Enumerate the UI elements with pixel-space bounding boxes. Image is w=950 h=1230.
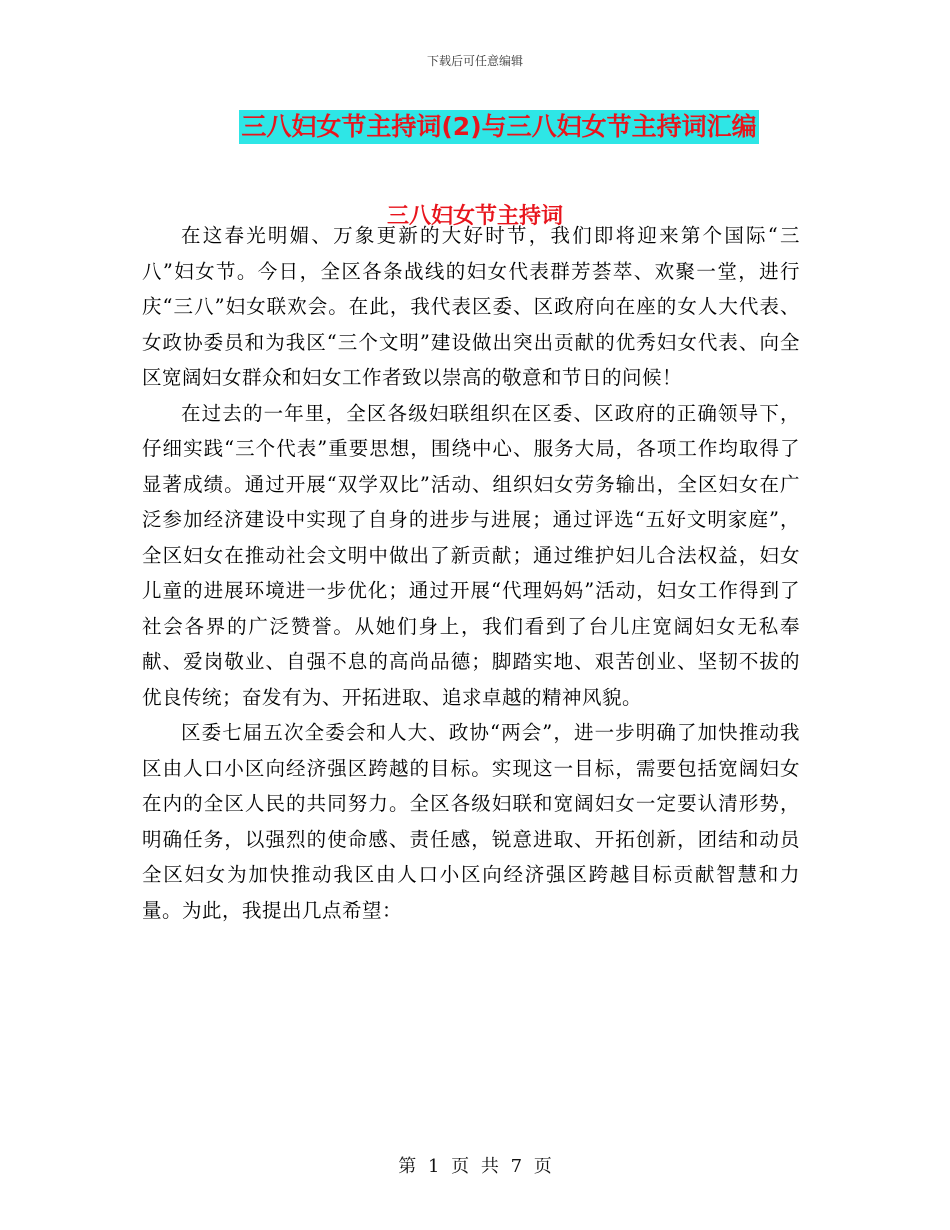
title-wrap <box>0 110 950 144</box>
paragraph-3: 区委七届五次全委会和人大、政协“两会”，进一步明确了加快推动我区由人口小区向经济强区跨越的目标。实现这一目标，需要包括宽阔妇女在内的全区人民的共同努力。全区各级妇联和宽阔妇女一定要认清形势，明确任务，以强烈的使命感、责任感，锐意进取、开拓创新，团结和动员全区妇女为加快推动我区由人口小区向经济强区跨越目标贡献智慧和力量。为此，我提出几点希望： <box>142 721 800 922</box>
paragraph-2: 在过去的一年里，全区各级妇联组织在区委、区政府的正确领导下，仔细实践“三个代表”重要思想，围绕中心、服务大局，各项工作均取得了显著成绩。通过开展“双学双比”活动、组织妇女劳务输出，全区妇女在广泛参加经济建设中实现了自身的进步与进展；通过评选“五好文明家庭”，全区妇女在推动社会文明中做出了新贡献；通过维护妇儿合法权益，妇女儿童的进展环境进一步优化；通过开展“代理妈妈”活动，妇女工作得到了社会各界的广泛赞誉。从她们身上，我们看到了台儿庄宽阔妇女无私奉献、爱岗敬业、自强不息的高尚品德；脚踏实地、艰苦创业、坚韧不拔的优良传统；奋发有为、开拓进取、追求卓越的精神风貌。 <box>142 401 800 709</box>
document-title: 三八妇女节主持词(2)与三八妇女节主持词汇编 <box>239 110 758 144</box>
header-note: 下载后可任意编辑 <box>426 54 523 68</box>
section-title: 三八妇女节主持词 <box>386 204 563 229</box>
paragraph-1: 在这春光明媚、万象更新的大好时节，我们即将迎来第个国际“三八”妇女节。今日，全区各条战线的妇女代表群芳荟萃、欢聚一堂，进行庆“三八”妇女联欢会。在此，我代表区委、区政府向在座的女人大代表、女政协委员和为我区“三个文明”建设做出突出贡献的优秀妇女代表、向全区宽阔妇女群众和妇女工作者致以崇高的敬意和节日的问候！ <box>142 224 800 389</box>
body-paragraphs <box>142 218 800 928</box>
page-footer: 第 1 页 共 7 页 <box>398 1156 552 1177</box>
